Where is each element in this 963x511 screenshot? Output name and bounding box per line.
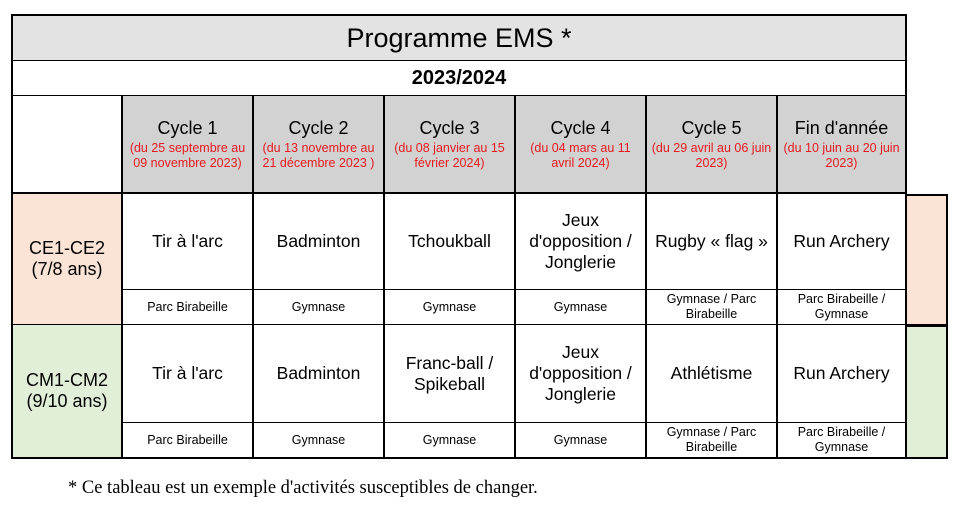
table-title (11, 14, 907, 62)
group-label-ce (11, 194, 121, 326)
location-cell (383, 423, 514, 459)
cycle-dates: (du 08 janvier au 15 février 2024) (394, 140, 505, 170)
cycle-dates: (du 04 mars au 11 avril 2024) (530, 140, 631, 170)
activity-name: Athlétisme (670, 363, 753, 383)
activity-cell (776, 194, 907, 291)
activity-cell (645, 194, 776, 291)
title-text: Programme EMS * (346, 22, 572, 53)
activity-name: Rugby « flag » (655, 231, 768, 251)
footnote: * Ce tableau est un exemple d'activités susceptibles de changer. (68, 478, 538, 498)
group-side-strip-ce (907, 194, 948, 326)
header-corner-cell (11, 96, 121, 194)
activity-cell (252, 325, 383, 424)
activity-cell (514, 194, 645, 291)
location-cell (514, 423, 645, 459)
location-cell (645, 290, 776, 326)
activity-cell (252, 194, 383, 291)
location-cell (383, 290, 514, 326)
group-ages: (9/10 ans) (26, 391, 108, 411)
location-cell (776, 290, 907, 326)
location-name: Parc Birabeille (147, 299, 228, 314)
location-name: Gymnase (422, 432, 477, 447)
location-cell (121, 423, 252, 459)
activity-name: Badminton (276, 363, 361, 383)
location-name: Gymnase / Parc Birabeille (666, 292, 757, 321)
location-cell (252, 290, 383, 326)
cycle-name: Cycle 3 (419, 117, 480, 138)
group-side-strip-cm (907, 325, 948, 459)
activity-name: Jeux d'opposition / Jonglerie (529, 342, 632, 404)
cycle-dates: (du 29 avril au 06 juin 2023) (651, 140, 772, 170)
location-name: Gymnase (422, 299, 477, 314)
location-cell (121, 290, 252, 326)
group-name: CM1-CM2 (25, 370, 108, 390)
activity-name: Tir à l'arc (152, 231, 223, 251)
school-year (11, 61, 907, 97)
activity-name: Tchoukball (408, 231, 491, 251)
activity-cell (383, 194, 514, 291)
cycle-header-2 (252, 96, 383, 194)
year-text: 2023/2024 (411, 66, 507, 89)
cycle-name: Cycle 4 (550, 117, 611, 138)
activity-cell (121, 325, 252, 424)
cycle-header-1 (121, 96, 252, 194)
cycle-header-4 (514, 96, 645, 194)
location-name: Gymnase (291, 432, 346, 447)
cycle-dates: (du 10 juin au 20 juin 2023) (783, 140, 900, 170)
group-name: CE1-CE2 (28, 238, 106, 258)
cycle-name: Fin d'année (794, 117, 889, 138)
location-name: Gymnase / Parc Birabeille (666, 425, 757, 454)
location-cell (776, 423, 907, 459)
group-ages: (7/8 ans) (31, 259, 103, 279)
group-label-cm (11, 325, 121, 459)
cycle-name: Cycle 1 (157, 117, 218, 138)
cycle-dates: (du 25 septembre au 09 novembre 2023) (129, 140, 246, 170)
location-name: Gymnase (553, 299, 608, 314)
activity-name: Badminton (276, 231, 361, 251)
location-cell (252, 423, 383, 459)
location-name: Parc Birabeille (147, 432, 228, 447)
cycle-name: Cycle 5 (681, 117, 742, 138)
cycle-header-3 (383, 96, 514, 194)
cycle-header-6 (776, 96, 907, 194)
activity-cell (776, 325, 907, 424)
activity-cell (514, 325, 645, 424)
location-name: Gymnase (291, 299, 346, 314)
activity-name: Run Archery (793, 231, 890, 251)
activity-name: Run Archery (793, 363, 890, 383)
activity-cell (645, 325, 776, 424)
activity-cell (121, 194, 252, 291)
activity-name: Franc-ball / Spikeball (405, 352, 494, 394)
location-cell (645, 423, 776, 459)
activity-name: Jeux d'opposition / Jonglerie (529, 210, 632, 272)
activity-name: Tir à l'arc (152, 363, 223, 383)
activity-cell (383, 325, 514, 424)
location-name: Gymnase (553, 432, 608, 447)
cycle-dates: (du 13 novembre au 21 décembre 2023 ) (262, 140, 375, 170)
cycle-header-5 (645, 96, 776, 194)
location-cell (514, 290, 645, 326)
location-name: Parc Birabeille / Gymnase (797, 292, 886, 321)
location-name: Parc Birabeille / Gymnase (797, 425, 886, 454)
cycle-name: Cycle 2 (288, 117, 349, 138)
